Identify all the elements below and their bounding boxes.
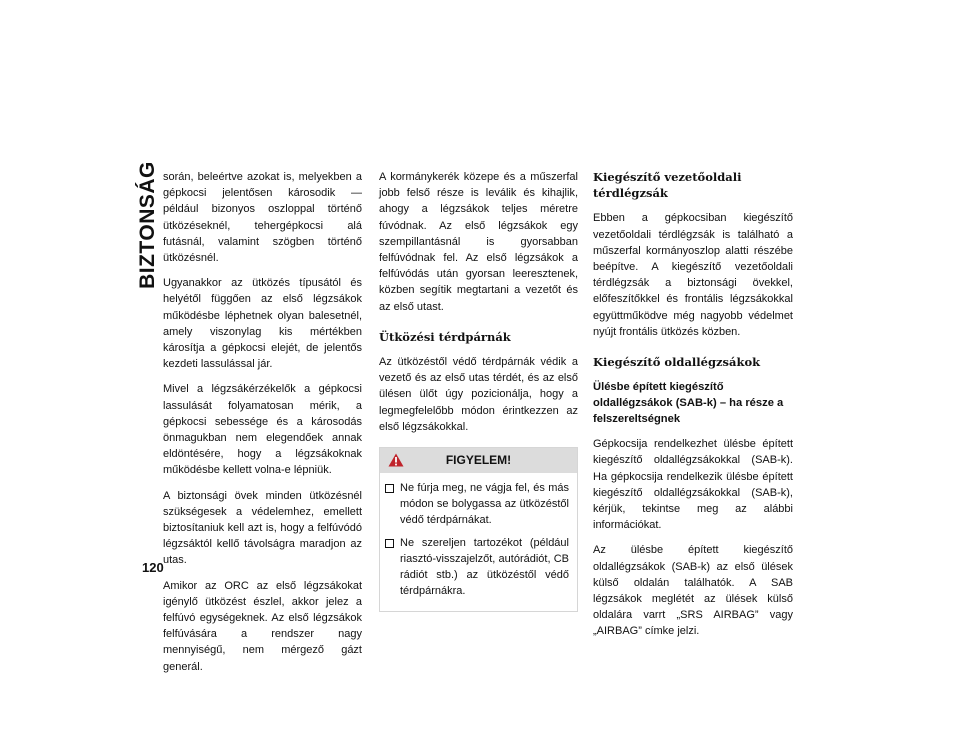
section-title-text: BIZTONSÁG [136,161,159,289]
paragraph: A kormánykerék közepe és a műszerfal jobb felső része is leválik és kihajlik, ahogy a légzsákok teljes méretre fúvódnak. Az első légzsákok egy szempillantásnál is gyorsabban felfúvódnak fel. Az első légzsákok a felfúvódás után gyorsan leeresztenek, közben segítik megtartani a vezetőt és az első utast. [379,171,578,313]
warning-triangle-icon [388,453,404,467]
paragraph: Ebben a gépkocsiban kiegészítő vezetőoldali térdlégzsák is található a műszerfal kormányoszlop alatti részébe beépítve. A kiegészítő vezetőoldali térdlégzsák a biztonsági övekkel, előfeszítőkkel és frontális légzsákokkal együttműködve még nagyobb védelmet nyújt frontális ütközés közben. [593,212,793,338]
warning-header [380,448,577,473]
warning-item [385,535,569,600]
warning-box [379,447,578,612]
warning-list [380,473,577,611]
subsection-heading: Ülésbe épített kiegészítő oldallégzsákok (SAB-k) – ha része a felszereltségnek [593,381,784,426]
paragraph: Amikor az ORC az első légzsákokat igénylő ütközést észlel, akkor jelez a felfúvó egységeknek. Az első légzsákok felfúvására a rendszer nagy mennyiségű, nem mérgező gázt generál. [163,579,362,673]
section-heading: Kiegészítő oldallégzsákok [593,355,761,370]
section-heading: Kiegészítő vezetőoldali térdlégzsák [593,170,742,201]
warning-item-text: Ne szereljen tartozékot (például riasztó-visszajelzőt, autórádiót, CB rádiót stb.) az ütközéstől védő térdpárnákra. [400,536,569,598]
warning-item-text: Ne fúrja meg, ne vágja fel, és más módon se bolygassa az ütközéstől védő térdpárnákat. [400,482,569,527]
section-title [128,161,168,289]
text-column-3 [593,169,793,649]
paragraph: Az ülésbe épített kiegészítő oldallégzsákok (SAB-k) az első ülések külső oldalán találhatók. A SAB légzsákok meglétét az ülések külső oldalára varrt „SRS AIRBAG” vagy „AIRBAG” címke jelzi. [593,544,793,638]
paragraph: Mivel a légzsákérzékelők a gépkocsi lassulását folyamatosan mérik, a gépkocsi sebessége és a károsodás önmagukban nem elegendőek annak eldöntésére, hogy a légzsákoknak működésbe kellett volna-e lépniük. [163,383,362,477]
section-heading: Ütközési térdpárnák [379,329,511,344]
paragraph: során, beleértve azokat is, melyekben a gépkocsi jelentősen károsodik — például bizonyos oszloppal történő ütközéseknél, tehergépkocsi alá futásnál, valamint szögben történő ütközésnél. [163,171,362,265]
paragraph: Az ütközéstől védő térdpárnák védik a vezető és az első utas térdét, és az első ülésen ülőt úgy pozicionálja, hogy a legmegfelelőbb módon érintkezzen az első légzsákokkal. [379,356,578,433]
warning-title: FIGYELEM! [445,453,512,468]
checkbox-bullet-icon [385,484,394,493]
paragraph: A biztonsági övek minden ütközésnél szükségesek a védelemhez, emellett biztosítaniuk kell azt is, hogy a felfúvódó légzsáktól kellő távolságra maradjon az utas. [163,489,362,567]
warning-item [385,480,569,529]
paragraph: Ugyanakkor az ütközés típusától és helyétől függően az első légzsákok működésbe léphetnek olyan balesetnél, amely viszonylag kis mértékben károsítja a gépkocsi elejét, de jelentős kezdeti lassulással jár. [163,277,362,371]
text-column-1 [163,169,362,684]
paragraph: Gépkocsija rendelkezhet ülésbe épített kiegészítő oldallégzsákokkal (SAB-k). Ha gépkocsija rendelkezik ülésbe épített kiegészítő oldallégzsákokkal (SAB-k), kérjük, tekintse meg az alábbi információkat. [593,438,793,532]
text-column-2 [379,169,578,612]
page-number: 120 [142,560,164,575]
checkbox-bullet-icon [385,539,394,548]
